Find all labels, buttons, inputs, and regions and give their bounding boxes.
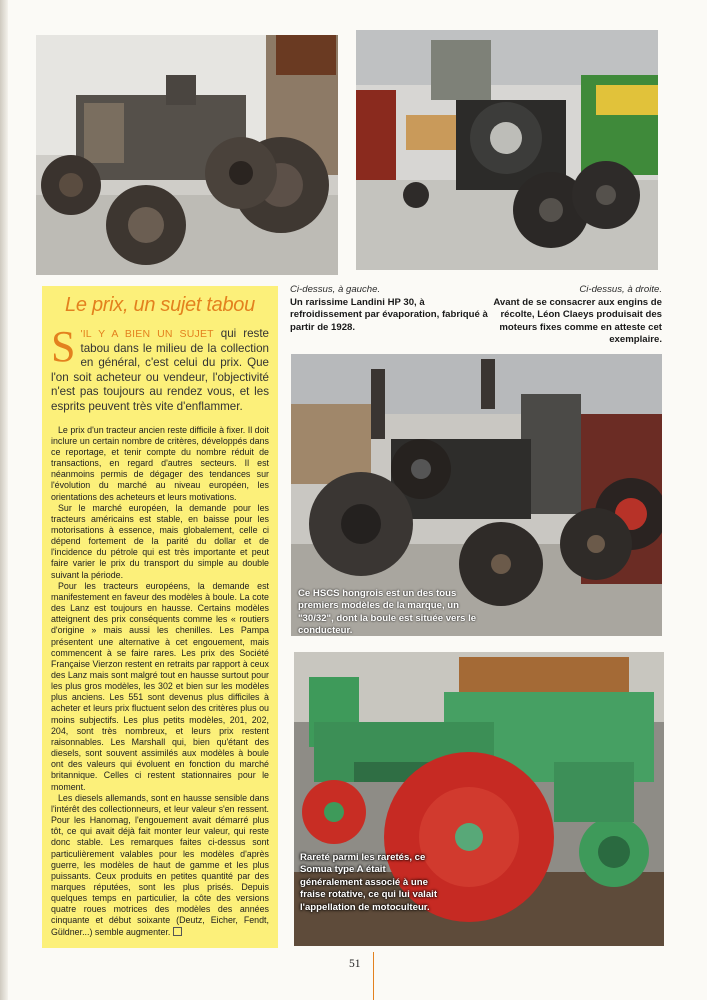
article-paragraph-text: Les diesels allemands, sont en hausse sensible dans l'intérêt des collectionneurs, et leur valeur s'en ressent. Pour les Hanomag, l'engouement avait démarré plus tôt, ce qui avait déjà fait monter leur valeur, qui reste donc stable. Les remarques faites ci-dessus sont particulièrement valables pour les modèles d'après guerre, les modèles de haut de gamme et les plus puissants. Ceux produits en petites quantité par des marques réputées, sont les plus prisés. Depuis quelques temps en particulier, la côte des versions quatre roues motrices des modèles des années cinquante et début soixante (Deutz, Eicher, Fendt, Güldner...) semble augmenter. (51, 792, 269, 937)
caption-hscs: Ce HSCS hongrois est un des tous premiers modèles de la marque, un "30/32", dont la boule est située vers le conducteur. (298, 588, 477, 637)
article-paragraph-last (51, 793, 269, 938)
article-paragraph: Le prix d'un tracteur ancien reste difficile à fixer. Il doit inclure un certain nombre de critères, développés dans ce reportage, et tenir compte du nombre réduit de transactions, en regard d'autres secteurs. Il est néanmoins permis de dégager des tendances sur l'évolution du marché au niveau européen, les orientations des acheteurs et leurs motivations. (51, 424, 269, 502)
caption-right-lead: Ci-dessus, à droite. (579, 284, 662, 295)
page-gutter-shadow (0, 0, 8, 1000)
intro-small-caps: 'IL Y A BIEN UN SUJET (80, 328, 214, 340)
caption-claeys (478, 284, 662, 347)
folio-rule (373, 952, 374, 1000)
intro-text: qui reste tabou dans le milieu de la collection en général, c'est celui du prix. Que l'on soit acheteur ou vendeur, l'objectivité n'est pas toujours au rendez vous, et les esprits peuvent très vite d'enflammer. (51, 327, 269, 413)
page-number: 51 (349, 958, 361, 970)
article-sidebar (42, 286, 278, 948)
caption-left-text: Un rarissime Landini HP 30, à refroidissement par évaporation, fabriqué à partir de 1928. (290, 296, 488, 333)
article-paragraph: Pour les tracteurs européens, la demande est manifestement en faveur des modèles à boule. La cote des Lanz est toujours en hausse. Certains modèles atteignent des prix conséquents comme les « routiers d'origine » mais aussi les chenilles. Les Pampa présentent une alternative à cet engouement, mais commencent à se faire rares. Les prix des Société Française Vierzon restent en retraits par rapport à ceux des Lanz mais sont malgré tout en hausse surtout pour les plus gros modèles, les 302 et bien sur les modèles plus anciens. Les 551 sont devenus plus difficiles à acheter et leurs prix fluctuent selon des critères plus ou moins subjectifs. Les plus petits modèles, 201, 202, 204, sont très nombreux, et leurs prix restent raisonnables. Les Marshall qui, bien qu'étant des diesels, sont souvent assimilés aux modèles à boule ont des valeurs qui évoluent en fonction du marché britannique. Celles ci restent stationnaires pour le moment. (51, 580, 269, 792)
drop-cap: S (51, 322, 76, 371)
article-title: Le prix, un sujet tabou (65, 294, 255, 316)
caption-right-text: Avant de se consacrer aux engins de récolte, Léon Claeys produisait des moteurs fixes comme en atteste cet exemplaire. (493, 296, 662, 345)
caption-left-lead: Ci-dessus, à gauche. (290, 284, 381, 295)
end-of-article-icon (173, 927, 182, 936)
photo-landini-hp30 (36, 35, 338, 275)
article-body (51, 425, 269, 938)
article-intro (51, 322, 269, 415)
photo-leon-claeys (356, 30, 658, 270)
article-paragraph: Sur le marché européen, la demande pour les tracteurs américains est stable, en baisse pour les motorisations à essence, mais globalement, celle ci dépend fortement de la parité du dollar et de l'incidence du pétrole qui est très importante et peut faire varier le prix du transport du simple au double suivant la période. (51, 502, 269, 580)
caption-landini (290, 284, 490, 334)
caption-somua: Rareté parmi les raretés, ce Somua type A était généralement associé à une fraise rotative, ce qui lui valait l'appellation de motoculteur. (300, 852, 438, 913)
